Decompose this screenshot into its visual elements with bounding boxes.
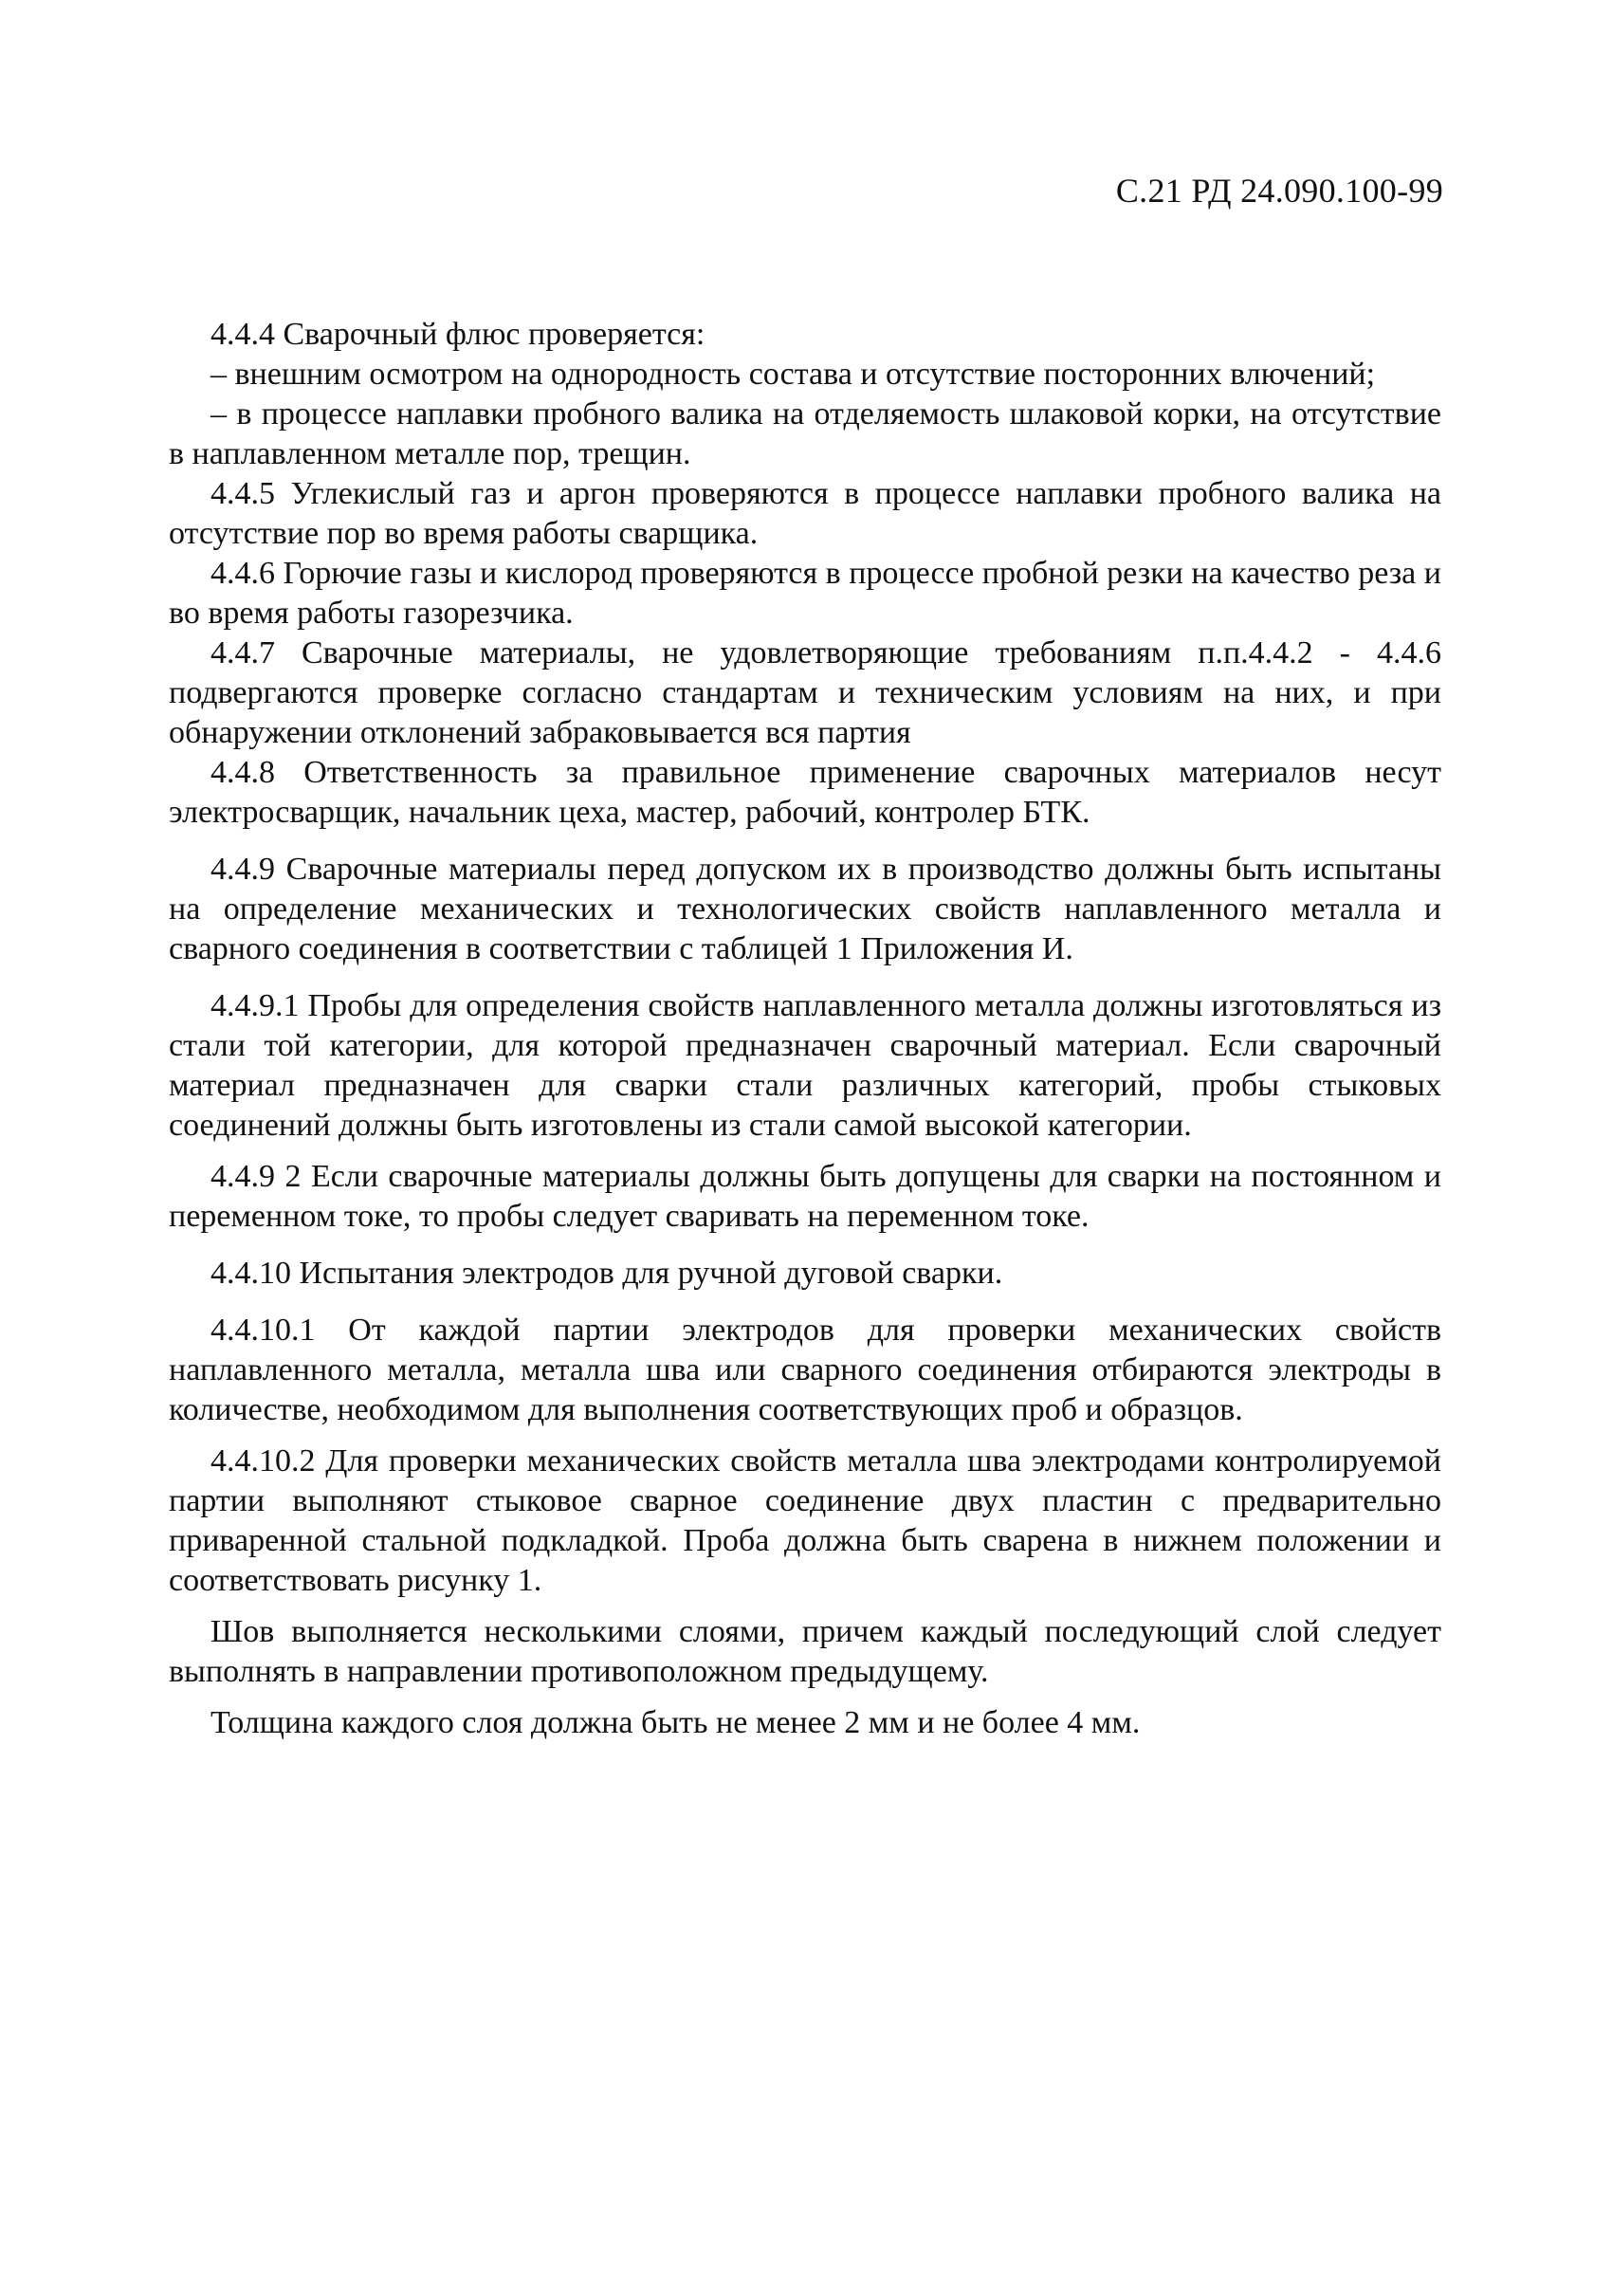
paragraph-4-4-4: 4.4.4 Сварочный флюс проверяется:: [211, 317, 705, 352]
page-header: С.21 РД 24.090.100-99: [1115, 172, 1443, 210]
paragraph-4-4-6: 4.4.6 Горючие газы и кислород проверяются в процессе пробной резки на качество реза и во время работы газорезчика.: [169, 556, 1441, 631]
paragraph-4-4-10-1: 4.4.10.1 От каждой партии электродов для проверки механических свойств наплавленного металла, металла шва или сварного соединения отбираются электроды в количестве, необходимом для выполнения соответствующих проб и образцов.: [169, 1313, 1441, 1427]
paragraph-4-4-9-2: 4.4.9 2 Если сварочные материалы должны быть допущены для сварки на постоянном и переменном токе, то пробы следует сваривать на переменном токе.: [169, 1159, 1441, 1234]
paragraph-4-4-9: 4.4.9 Сварочные материалы перед допуском их в производство должны быть испытаны на определение механических и технологических свойств наплавленного металла и сварного соединения в соответствии с таблицей 1 Приложения И.: [169, 852, 1441, 966]
paragraph-4-4-5: 4.4.5 Углекислый газ и аргон проверяются в процессе наплавки пробного валика на отсутствие пор во время работы сварщика.: [169, 476, 1441, 551]
paragraph-4-4-9-1: 4.4.9.1 Пробы для определения свойств наплавленного металла должны изготовляться из стали той категории, для которой предназначен сварочный материал. Если сварочный материал предназначен для сварки стали различных категорий, пробы стыковых соединений должны быть изготовлены из стали самой высокой категории.: [169, 988, 1441, 1143]
paragraph-layer-thickness: Толщина каждого слоя должна быть не менее 2 мм и не более 4 мм.: [211, 1705, 1141, 1740]
paragraph-4-4-10: 4.4.10 Испытания электродов для ручной дуговой сварки.: [211, 1256, 1003, 1291]
paragraph-4-4-8: 4.4.8 Ответственность за правильное применение сварочных материалов несут электросварщик, начальник цеха, мастер, рабочий, контролер БТК.: [169, 755, 1441, 830]
paragraph-4-4-7: 4.4.7 Сварочные материалы, не удовлетворяющие требованиям п.п.4.4.2 - 4.4.6 подвергаются проверке согласно стандартам и техническим условиям на них, и при обнаружении отклонений забраковывается вся партия: [169, 635, 1441, 750]
list-item-visual-inspection: – внешним осмотром на однородность состава и отсутствие посторонних влючений;: [211, 357, 1376, 392]
paragraph-weld-layers: Шов выполняется несколькими слоями, причем каждый последующий слой следует выполнять в направлении противоположном предыдущему.: [169, 1614, 1441, 1689]
paragraph-4-4-10-2: 4.4.10.2 Для проверки механических свойств металла шва электродами контролируемой партии выполняют стыковое сварное соединение двух пластин с предварительно приваренной стальной подкладкой. Проба должна быть сварена в нижнем положении и соответствовать рисунку 1.: [169, 1443, 1441, 1598]
list-item-test-bead: – в процессе наплавки пробного валика на отделяемость шлаковой корки, на отсутствие в наплавленном металле пор, трещин.: [169, 396, 1441, 471]
document-body: [169, 315, 1441, 1743]
